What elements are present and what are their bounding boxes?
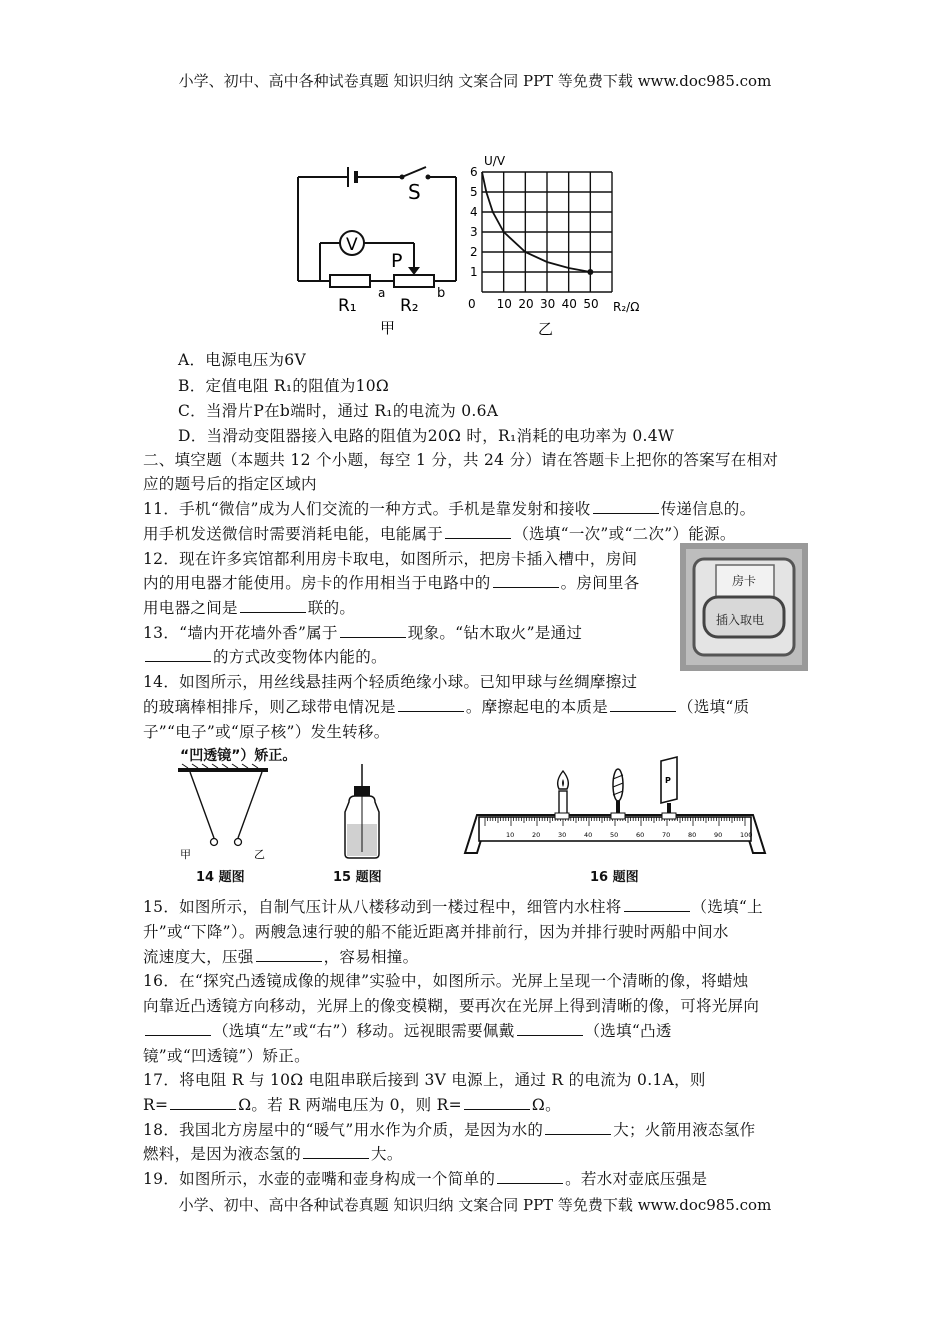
ruler-label: 80 bbox=[688, 831, 697, 839]
answer-blank bbox=[340, 636, 406, 638]
node-a-label: a bbox=[378, 286, 386, 300]
question-12-line3: 用电器之间是 联的。 bbox=[143, 599, 356, 617]
question-18-line1: 18．我国北方房屋中的“暖气”用水作为介质，是因为水的 大；火箭用液态氢作 bbox=[143, 1121, 756, 1139]
caption-15: 15 题图 bbox=[333, 870, 382, 885]
answer-blank bbox=[398, 710, 464, 712]
figure-15-barometer bbox=[337, 762, 387, 862]
section-2-heading-cont: 应的题号后的指定区域内 bbox=[143, 475, 317, 493]
answer-blank bbox=[517, 1034, 583, 1036]
r1-label: R₁ bbox=[338, 296, 357, 316]
curve-endpoint bbox=[587, 269, 593, 275]
ruler-label: 60 bbox=[636, 831, 645, 839]
answer-blank bbox=[145, 660, 211, 662]
card-slot-text: 插入取电 bbox=[716, 613, 765, 627]
bottle-stopper bbox=[354, 786, 370, 796]
x-tick-label: 30 bbox=[540, 297, 556, 311]
question-11-line2: 用手机发送微信时需要消耗电能，电能属于 （选填“一次”或“二次”）能源。 bbox=[143, 525, 736, 543]
r1-resistor bbox=[330, 275, 370, 287]
question-13-line1: 13．“墙内开花墙外香”属于 现象。“钻木取火”是通过 bbox=[143, 624, 583, 642]
answer-blank bbox=[445, 537, 511, 539]
overlay-text: “凹透镜”）矫正。 bbox=[180, 748, 297, 764]
question-15-line3: 流速度大，压强 ，容易相撞。 bbox=[143, 948, 419, 966]
x-tick-label: 40 bbox=[561, 297, 577, 311]
question-16-line1: 16．在“探究凸透镜成像的规律”实验中，如图所示。光屏上呈现一个清晰的像，将蜡烛 bbox=[143, 972, 749, 990]
room-card-text: 房卡 bbox=[732, 574, 757, 588]
option-a: A．电源电压为6V bbox=[178, 351, 306, 369]
y-tick-label: 3 bbox=[470, 225, 478, 239]
answer-blank bbox=[145, 1034, 211, 1036]
answer-blank bbox=[493, 586, 559, 588]
x-tick-label: 20 bbox=[518, 297, 534, 311]
answer-blank bbox=[303, 1157, 369, 1159]
y-tick-label: 1 bbox=[470, 265, 478, 279]
u-curve bbox=[482, 172, 590, 272]
question-16-line3: （选填“左”或“右”）移动。远视眼需要佩戴 （选填“凸透 bbox=[143, 1019, 672, 1041]
question-16-line2: 向靠近凸透镜方向移动，光屏上的像变模糊，要再次在光屏上得到清晰的像，可将光屏向 bbox=[143, 997, 760, 1015]
y-tick-label: 4 bbox=[470, 205, 478, 219]
answer-blank bbox=[256, 960, 322, 962]
ruler-label: 20 bbox=[532, 831, 541, 839]
question-14-line1: 14．如图所示，用丝线悬挂两个轻质绝缘小球。已知甲球与丝绸摩擦过 bbox=[143, 673, 638, 691]
switch-blade bbox=[402, 167, 426, 177]
caption-16: 16 题图 bbox=[590, 870, 639, 885]
answer-blank bbox=[624, 910, 690, 912]
question-19-line1: 19．如图所示，水壶的壶嘴和壶身构成一个简单的 。若水对壶底压强是 bbox=[143, 1170, 708, 1188]
ball-jia bbox=[211, 839, 218, 846]
ball-jia-label: 甲 bbox=[180, 848, 191, 861]
circuit-diagram bbox=[290, 155, 465, 335]
slider-arrow bbox=[408, 267, 420, 275]
question-11-line1: 11．手机“微信”成为人们交流的一种方式。手机是靠发射和接收 传递信息的。 bbox=[143, 500, 756, 518]
question-15-line2: 升”或“下降”）。两艘急速行驶的船不能近距离并排前行，因为并排行驶时两船中间水 bbox=[143, 923, 729, 941]
page-footer: 小学、初中、高中各种试卷真题 知识归纳 文案合同 PPT 等免费下载 www.doc985.com bbox=[178, 1196, 772, 1214]
question-14-line3: 子”“电子”或“原子核”）发生转移。 bbox=[143, 723, 390, 741]
graph-caption: 乙 bbox=[538, 320, 554, 338]
ruler-label: 90 bbox=[714, 831, 723, 839]
question-13-line2: 的方式改变物体内能的。 bbox=[143, 645, 387, 667]
x-tick-label: 50 bbox=[583, 297, 599, 311]
y-tick-label: 2 bbox=[470, 245, 478, 259]
y-tick-label: 6 bbox=[470, 165, 478, 179]
question-12-line2: 内的用电器才能使用。房卡的作用相当于电路中的 。房间里各 bbox=[143, 574, 640, 592]
answer-blank bbox=[464, 1108, 530, 1110]
u-r2-graph bbox=[458, 150, 658, 340]
room-card-photo bbox=[680, 543, 808, 671]
graph-x-label: R₂/Ω bbox=[613, 300, 640, 314]
question-17-line2: R= Ω。若 R 两端电压为 0，则 R= Ω。 bbox=[143, 1096, 561, 1114]
ruler-label: 40 bbox=[584, 831, 593, 839]
x-tick-label: 0 bbox=[468, 297, 476, 311]
svg-text:P: P bbox=[665, 776, 671, 785]
voltmeter-label: V bbox=[346, 235, 358, 255]
slider-label: P bbox=[391, 250, 403, 272]
answer-blank bbox=[610, 710, 676, 712]
question-14-line2: 的玻璃棒相排斥，则乙球带电情况是 。摩擦起电的本质是 （选填“质 bbox=[143, 698, 750, 716]
ruler-label: 10 bbox=[506, 831, 515, 839]
caption-14: 14 题图 bbox=[196, 870, 245, 885]
question-18-line2: 燃料，是因为液态氢的 大。 bbox=[143, 1145, 403, 1163]
ball-yi bbox=[235, 839, 242, 846]
option-b: B．定值电阻 R₁的阻值为10Ω bbox=[178, 377, 390, 395]
figure-16-optical-bench bbox=[455, 755, 775, 865]
switch-label: S bbox=[408, 180, 421, 204]
question-16-line4: 镜”或“凹透镜”）矫正。 bbox=[143, 1047, 310, 1065]
answer-blank bbox=[593, 512, 659, 514]
r2-resistor bbox=[394, 275, 434, 287]
answer-blank bbox=[240, 611, 306, 613]
r2-label: R₂ bbox=[400, 296, 419, 316]
option-c: C．当滑片P在b端时，通过 R₁的电流为 0.6A bbox=[178, 402, 499, 420]
question-12-line1: 12．现在许多宾馆都利用房卡取电，如图所示，把房卡插入槽中，房间 bbox=[143, 550, 638, 568]
answer-blank bbox=[497, 1182, 563, 1184]
section-2-heading: 二、填空题（本题共 12 个小题，每空 1 分，共 24 分）请在答题卡上把你的答案写在相对 bbox=[143, 451, 779, 469]
question-15-line1: 15．如图所示，自制气压计从八楼移动到一楼过程中，细管内水柱将 （选填“上 bbox=[143, 898, 763, 916]
answer-blank bbox=[170, 1108, 236, 1110]
y-tick-label: 5 bbox=[470, 185, 478, 199]
ruler-label: 30 bbox=[558, 831, 567, 839]
ruler-label: 70 bbox=[662, 831, 671, 839]
ruler-label: 50 bbox=[610, 831, 619, 839]
answer-blank bbox=[545, 1133, 611, 1135]
option-d: D．当滑动变阻器接入电路的阻值为20Ω 时，R₁消耗的电功率为 0.4W bbox=[178, 427, 675, 445]
question-17-line1: 17．将电阻 R 与 10Ω 电阻串联后接到 3V 电源上，通过 R 的电流为 0.1A，则 bbox=[143, 1071, 706, 1089]
circuit-caption: 甲 bbox=[380, 319, 396, 335]
page-header: 小学、初中、高中各种试卷真题 知识归纳 文案合同 PPT 等免费下载 www.doc985.com bbox=[178, 72, 772, 90]
x-tick-label: 10 bbox=[496, 297, 512, 311]
figure-14-hanging-balls bbox=[170, 762, 280, 862]
node-b-label: b bbox=[437, 286, 446, 301]
ruler-label: 100 bbox=[740, 831, 753, 839]
graph-y-label: U/V bbox=[484, 154, 506, 168]
ball-yi-label: 乙 bbox=[254, 848, 265, 861]
